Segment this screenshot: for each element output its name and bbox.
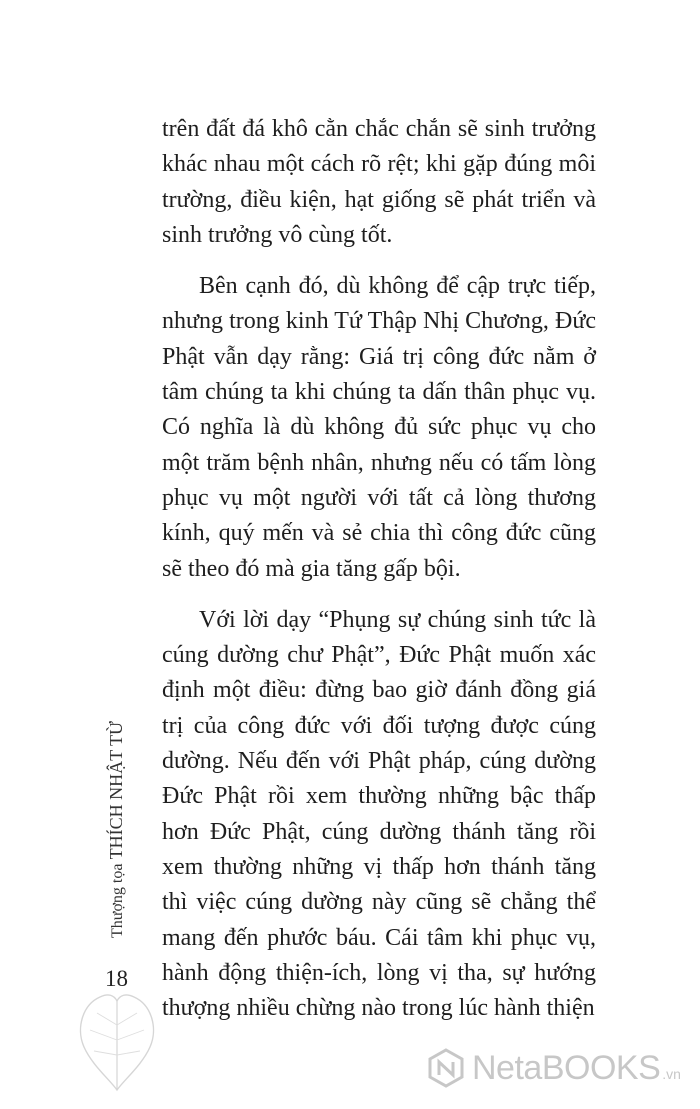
paragraph-1: trên đất đá khô cằn chắc chắn sẽ sinh trưởng khác nhau một cách rõ rệt; khi gặp đúng môi trường, điều kiện, hạt giống sẽ phát triển và sinh trưởng vô cùng tốt. [162, 116, 596, 248]
running-title-author: THÍCH NHẬT TỪ [106, 721, 126, 860]
netabooks-logo-icon [426, 1048, 466, 1088]
watermark-suffix: .vn [662, 1066, 681, 1082]
paragraph-3: Với lời dạy “Phụng sự chúng sinh tức là cúng dường chư Phật”, Đức Phật muốn xác định một điều: đừng bao giờ đánh đồng giá trị của công đức với đối tượng được cúng dường. Nếu đến với Phật pháp, cúng dường Đức Phật rồi xem thường những bậc thấp hơn Đức Phật, cúng dường thánh tăng rồi xem thường những vị thấp hơn thánh tăng thì việc cúng dường này cũng sẽ chẳng thể mang đến phước báu. Cái tâm khi phục vụ, hành động thiện-ích, lòng vị tha, sự hướng thượng nhiều chừng nào trong lúc hành thiện [162, 606, 596, 1022]
bodhi-leaf-icon [72, 985, 162, 1095]
paragraph-2: Bên cạnh đó, dù không để cập trực tiếp, nhưng trong kinh Tứ Thập Nhị Chương, Đức Phật vẫn dạy rằng: Giá trị công đức nằm ở tâm chúng ta khi chúng ta dấn thân phục vụ. Có nghĩa là dù không đủ sức phục vụ cho một trăm bệnh nhân, nhưng nếu có tấm lòng phục vụ một người với tất cả lòng thương kính, quý mến và sẻ chia thì công đức cũng sẽ theo đó mà gia tăng gấp bội. [162, 273, 596, 582]
watermark [426, 1048, 681, 1088]
page-number: 18 [105, 966, 128, 991]
watermark-brand: NetaBOOKS [472, 1048, 661, 1087]
running-title-prefix: Thượng tọa [109, 863, 126, 938]
body-text [162, 112, 596, 1042]
running-title [106, 721, 127, 938]
